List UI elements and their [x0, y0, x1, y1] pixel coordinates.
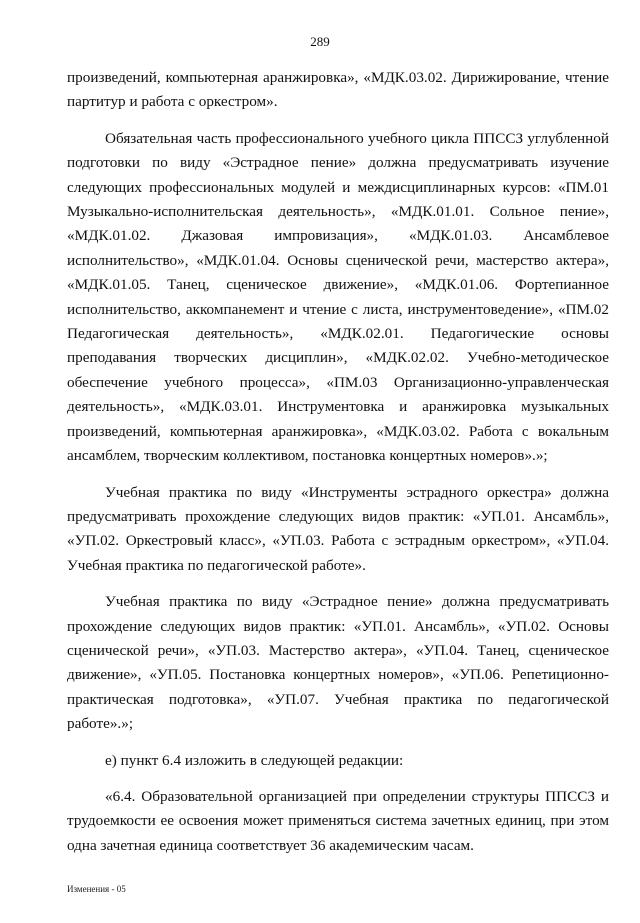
paragraph-mandatory-part-vocal: Обязательная часть профессионального учебного цикла ППССЗ углубленной подготовки по виду «Эстрадное пение» должна предусматривать изучение следующих профессиональных модулей и междисциплинарных курсов: «ПМ.01 Музыкально-исполнительская деятельность», «МДК.01.01. Сольное пение», «МДК.01.02. Джазовая импровизация», «МДК.01.03. Ансамблевое исполнительство», «МДК.01.04. Основы сценической речи, мастерство актера», «МДК.01.05. Танец, сценическое движение», «МДК.01.06. Фортепианное исполнительство, аккомпанемент и чтение с листа, инструментоведение», «ПМ.02 Педагогическая деятельность», «МДК.02.01. Педагогические основы преподавания творческих дисциплин», «МДК.02.02. Учебно-методическое обеспечение учебного процесса», «ПМ.03 Организационно-управленческая деятельность», «МДК.03.01. Инструментовка и аранжировка музыкальных произведений, компьютерная аранжировка», «МДК.03.02. Работа с вокальным ансамблем, творческим коллективом, постановка концертных номеров».»;	[67, 129, 609, 465]
paragraph-item-6-4-text: «6.4. Образовательной организацией при определении структуры ППССЗ и трудоемкости ее освоения может применяться система зачетных единиц, при этом одна зачетная единица соответствует 36 академическим часам.	[67, 787, 609, 854]
footer-note: Изменения - 05	[67, 884, 126, 894]
document-body	[67, 66, 609, 870]
paragraph-continuation: произведений, компьютерная аранжировка», «МДК.03.02. Дирижирование, чтение партитур и работа с оркестром».	[67, 69, 609, 111]
paragraph-practice-vocal: Учебная практика по виду «Эстрадное пение» должна предусматривать прохождение следующих видов практик: «УП.01. Ансамбль», «УП.02. Основы сценической речи», «УП.03. Мастерство актера», «УП.04. Танец, сценическое движение», «УП.05. Постановка концертных номеров», «УП.06. Репетиционно-практическая подготовка», «УП.07. Учебная практика по педагогической работе».»;	[67, 593, 609, 733]
paragraph-practice-instruments: Учебная практика по виду «Инструменты эстрадного оркестра» должна предусматривать прохождение следующих видов практик: «УП.01. Ансамбль», «УП.02. Оркестровый класс», «УП.03. Работа с эстрадным оркестром», «УП.04. Учебная практика по педагогической работе».	[67, 483, 609, 574]
page-number: 289	[310, 34, 330, 49]
paragraph-item-6-4-intro: е) пункт 6.4 изложить в следующей редакции:	[105, 751, 404, 769]
